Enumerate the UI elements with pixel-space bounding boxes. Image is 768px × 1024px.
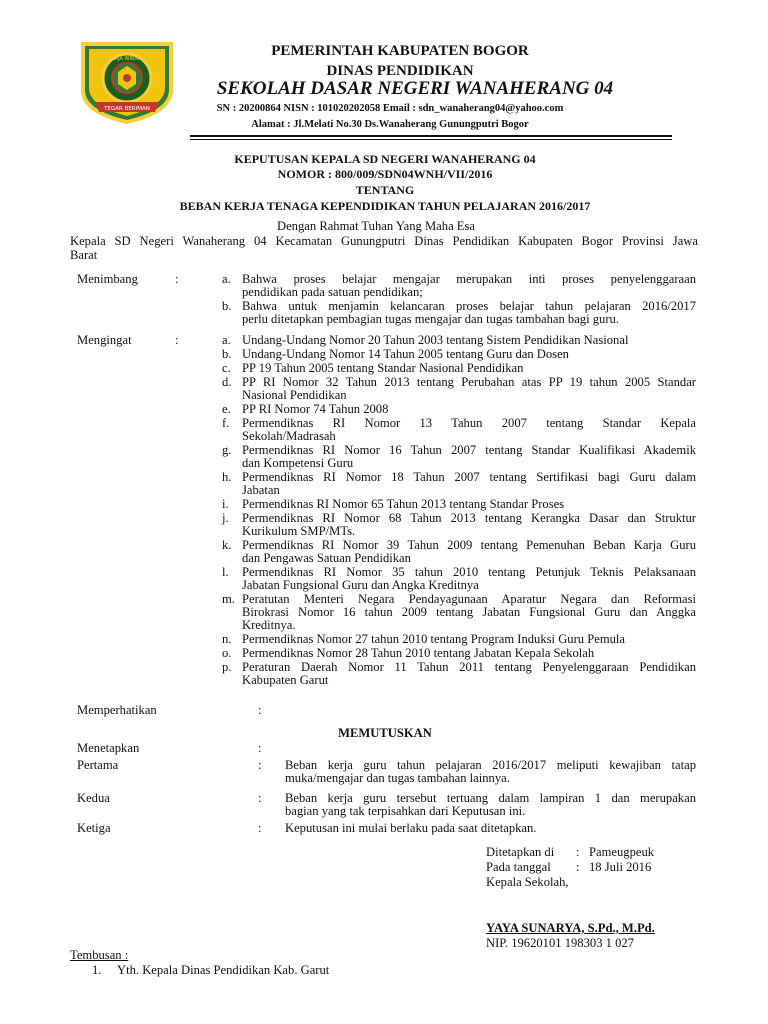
list-marker: k.: [222, 538, 232, 552]
list-item-line: Permendiknas Nomor 28 Tahun 2010 tentang Jabatan Kepala Sekolah: [242, 646, 595, 660]
list-item-line: Permendiknas Nomor 27 tahun 2010 tentang Program Induksi Guru Pemula: [242, 632, 626, 646]
tembusan-item: Yth. Kepala Dinas Pendidikan Kab. Garut: [117, 963, 330, 977]
department-name: DINAS PENDIDIKAN: [326, 63, 474, 79]
decision-text-line: Beban kerja guru tahun pelajaran 2016/2017 meliputi kewajiban tatap: [285, 758, 696, 772]
decree-subject: BEBAN KERJA TENAGA KEPENDIDIKAN TAHUN PELAJARAN 2016/2017: [179, 199, 591, 213]
menimbang-label: Menimbang: [77, 272, 138, 286]
list-marker: j.: [222, 511, 229, 525]
list-item-line: Permendiknas RI Nomor 35 tahun 2010 tentang Petunjuk Teknis Pelaksanaan: [242, 565, 696, 579]
list-marker: m.: [222, 592, 235, 606]
decision-label: Kedua: [77, 791, 110, 805]
list-marker: n.: [222, 632, 232, 646]
list-item-line: PP RI Nomor 74 Tahun 2008: [242, 402, 389, 416]
decision-text-line: muka/mengajar dan tugas tambahan lainnya.: [285, 771, 510, 785]
place-colon: :: [576, 845, 580, 859]
svg-text:PRAJA WIBAWA: PRAJA WIBAWA: [108, 56, 146, 62]
list-item: [242, 539, 696, 565]
decision-text: [285, 792, 696, 818]
list-item-line: Kurikulum SMP/MTs.: [242, 524, 356, 538]
decision-text: [285, 822, 696, 835]
list-marker: c.: [222, 361, 231, 375]
list-item: [242, 566, 696, 592]
authority-line-2: Barat: [70, 248, 98, 262]
decision-label: Ketiga: [77, 821, 111, 835]
list-item-line: Undang-Undang Nomor 14 Tahun 2005 tentang Guru dan Dosen: [242, 347, 569, 361]
list-marker: h.: [222, 470, 232, 484]
tembusan-marker: 1.: [92, 963, 102, 977]
list-item-line: Permendiknas RI Nomor 39 Tahun 2009 tentang Pemenuhan Beban Karja Guru: [242, 538, 696, 552]
list-marker: e.: [222, 402, 231, 416]
svg-text:TEGAR BERIMAN: TEGAR BERIMAN: [104, 106, 150, 112]
decision-colon: :: [258, 758, 262, 772]
authority-line-1: Kepala SD Negeri Wanaherang 04 Kecamatan Gunungputri Dinas Pendidikan Kabupaten Bogor Provinsi Jawa: [70, 234, 698, 248]
list-marker: f.: [222, 416, 230, 430]
list-item-line: PP RI Nomor 32 Tahun 2013 tentang Perubahan atas PP 19 tahun 2005 Standar: [242, 375, 696, 389]
list-marker: b.: [222, 347, 232, 361]
place-label: Ditetapkan di: [486, 845, 555, 859]
memperhatikan-colon: :: [258, 703, 262, 717]
list-item-line: Jabatan: [242, 483, 280, 497]
decision-text-line: Beban kerja guru tersebut tertuang dalam lampiran 1 dan merupakan: [285, 791, 696, 805]
list-marker: o.: [222, 646, 232, 660]
list-item: [242, 348, 696, 361]
list-item-line: Peraturan Daerah Nomor 11 Tahun 2011 tentang Penyelenggaraan Pendidikan: [242, 660, 696, 674]
list-item-line: pendidikan pada satuan pendidikan;: [242, 285, 423, 299]
school-name: SEKOLAH DASAR NEGERI WANAHERANG 04: [216, 78, 614, 99]
list-item: [242, 273, 696, 299]
list-item: [242, 647, 696, 660]
menetapkan-label: Menetapkan: [77, 741, 140, 755]
list-item: [242, 512, 696, 538]
list-item-line: Bahwa untuk menjamin kelancaran proses belajar tahun pelajaran 2016/2017: [242, 299, 696, 313]
list-marker: p.: [222, 660, 232, 674]
list-marker: g.: [222, 443, 232, 457]
decree-number: NOMOR : 800/009/SDN04WNH/VII/2016: [277, 167, 493, 181]
list-item-line: Permendiknas RI Nomor 13 Tahun 2007 tentang Standar Kepala: [242, 416, 696, 430]
header-divider-thick: [190, 135, 672, 137]
school-address: Alamat : Jl.Melati No.30 Ds.Wanaherang Gunungputri Bogor: [251, 119, 529, 130]
header-divider-thin: [190, 139, 672, 140]
list-item: [242, 661, 696, 687]
blessing: Dengan Rahmat Tuhan Yang Maha Esa: [277, 219, 475, 233]
list-item-line: Nasional Pendidikan: [242, 388, 347, 402]
list-item: [242, 334, 696, 347]
list-item-line: Kreditnya.: [242, 618, 296, 632]
list-item-line: Undang-Undang Nomor 20 Tahun 2003 tentang Sistem Pendidikan Nasional: [242, 333, 629, 347]
list-marker: b.: [222, 299, 232, 313]
signer-nip: NIP. 19620101 198303 1 027: [486, 936, 634, 950]
decree-about: TENTANG: [355, 183, 415, 197]
school-identifiers: SN : 20200864 NISN : 101020202058 Email : sdn_wanaherang04@yahoo.com: [216, 103, 564, 114]
decision-text-line: Keputusan ini mulai berlaku pada saat ditetapkan.: [285, 821, 537, 835]
list-item-line: Peratutan Menteri Negara Pendayagunaan Aparatur Negara dan Reformasi: [242, 592, 696, 606]
menimbang-colon: :: [175, 272, 179, 286]
place-value: Pameugpeuk: [589, 845, 655, 859]
list-item: [242, 633, 696, 646]
list-item: [242, 362, 696, 375]
decision-text-line: bagian yang tak terpisahkan dari Keputusan ini.: [285, 804, 526, 818]
date-label: Pada tanggal: [486, 860, 551, 874]
list-item: [242, 403, 696, 416]
list-item: [242, 471, 696, 497]
list-marker: a.: [222, 333, 231, 347]
list-item-line: dan Kompetensi Guru: [242, 456, 354, 470]
list-item-line: perlu ditetapkan pembagian tugas mengajar dan tugas tambahan bagi guru.: [242, 312, 619, 326]
list-item: [242, 300, 696, 326]
list-item-line: Permendiknas RI Nomor 18 Tahun 2007 tentang Sertifikasi bagi Guru dalam: [242, 470, 696, 484]
list-marker: a.: [222, 272, 231, 286]
decision-colon: :: [258, 821, 262, 835]
list-item-line: Permendiknas RI Nomor 65 Tahun 2013 tentang Standar Proses: [242, 497, 565, 511]
list-item-line: dan Pengawas Satuan Pendidikan: [242, 551, 411, 565]
decision-label: Pertama: [77, 758, 119, 772]
list-item-line: Bahwa proses belajar mengajar merupakan inti proses penyelenggaraan: [242, 272, 696, 286]
list-item: [242, 417, 696, 443]
signer-name: YAYA SUNARYA, S.Pd., M.Pd.: [486, 921, 655, 935]
list-item-line: Birokrasi Nomor 16 tahun 2009 tentang Jabatan Fungsional Guru dan Anggka: [242, 605, 696, 619]
mengingat-label: Mengingat: [77, 333, 132, 347]
mengingat-colon: :: [175, 333, 179, 347]
decree-title: KEPUTUSAN KEPALA SD NEGERI WANAHERANG 04: [234, 152, 536, 166]
list-item-line: Sekolah/Madrasah: [242, 429, 336, 443]
decision-colon: :: [258, 791, 262, 805]
list-item-line: PP 19 Tahun 2005 tentang Standar Nasional Pendidikan: [242, 361, 524, 375]
list-marker: l.: [222, 565, 229, 579]
menetapkan-colon: :: [258, 741, 262, 755]
list-marker: i.: [222, 497, 229, 511]
date-value: 18 Juli 2016: [589, 860, 652, 874]
government-name: PEMERINTAH KABUPATEN BOGOR: [271, 43, 529, 59]
date-colon: :: [576, 860, 580, 874]
list-item: [242, 498, 696, 511]
list-item: [242, 593, 696, 632]
list-item: [242, 444, 696, 470]
list-item-line: Kabupaten Garut: [242, 673, 329, 687]
memutuskan-heading: MEMUTUSKAN: [338, 726, 432, 740]
signer-position: Kepala Sekolah,: [486, 875, 569, 889]
decision-text: [285, 759, 696, 785]
list-marker: d.: [222, 375, 232, 389]
list-item-line: Permendiknas RI Nomor 68 Tahun 2013 tentang Kerangka Dasar dan Struktur: [242, 511, 696, 525]
tembusan-label: Tembusan :: [70, 948, 129, 962]
memperhatikan-label: Memperhatikan: [77, 703, 157, 717]
list-item: [242, 376, 696, 402]
list-item-line: Jabatan Fungsional Guru dan Angka Kreditnya: [242, 578, 479, 592]
list-item-line: Permendiknas RI Nomor 16 Tahun 2007 tentang Standar Kualifikasi Akademik: [242, 443, 696, 457]
